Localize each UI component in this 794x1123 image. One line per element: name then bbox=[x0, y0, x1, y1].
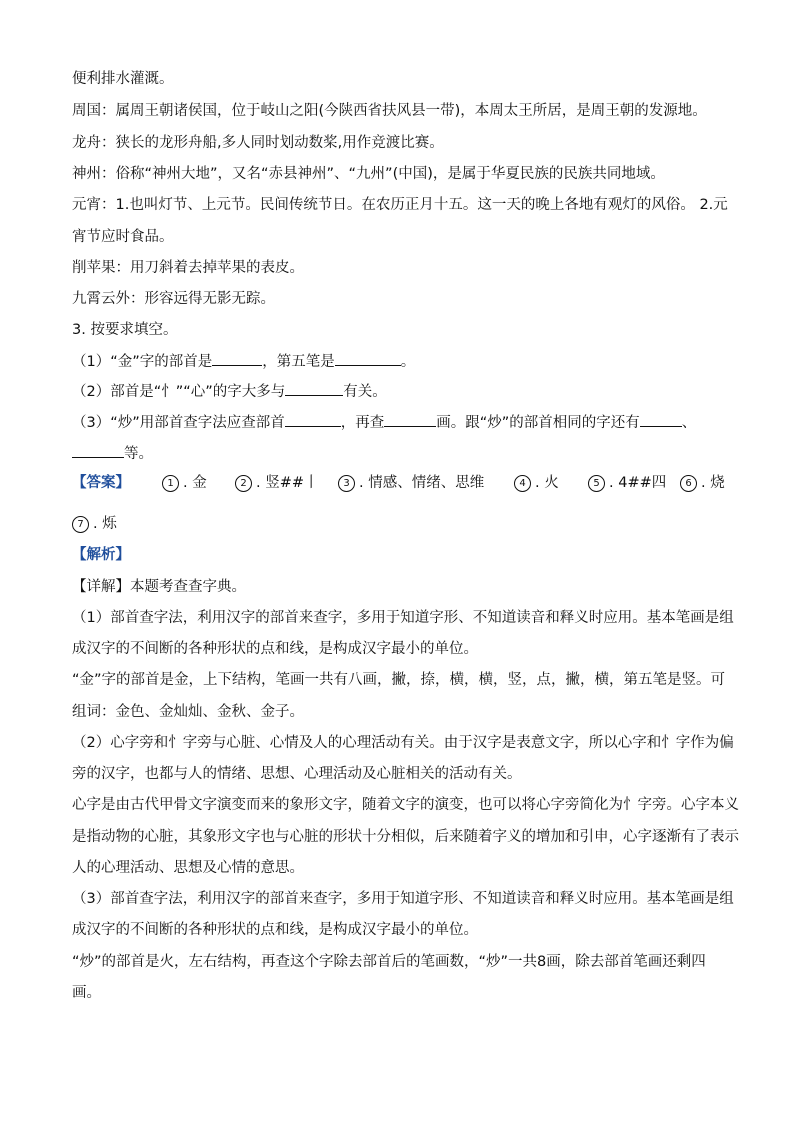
question-1 bbox=[72, 352, 415, 371]
answer-blank[interactable] bbox=[384, 413, 436, 427]
question-text: 有关。 bbox=[343, 384, 387, 400]
analysis-line: （3）部首查字法，利用汉字的部首来查字，多用于知道字形、不知道读音和释义时应用。基本笔画是组 bbox=[72, 891, 734, 907]
answer-text: . 烁 bbox=[93, 516, 117, 532]
answer-text: . 火 bbox=[535, 475, 559, 491]
answer-text: . 竖##丨 bbox=[256, 475, 319, 491]
text-line: 周国：属周王朝诸侯国，位于岐山之阳(今陕西省扶风县一带)，本周太王所居，是周王朝的发源地。 bbox=[72, 103, 707, 119]
circled-number-icon: 7 bbox=[72, 516, 89, 533]
answer-blank[interactable] bbox=[335, 352, 401, 366]
analysis-line: 是指动物的心脏，其象形文字也与心脏的形状十分相似，后来随着字义的增加和引申，心字逐渐有了表示 bbox=[72, 829, 739, 845]
circled-number-icon: 3 bbox=[338, 475, 355, 492]
answer-row bbox=[72, 474, 732, 494]
answer-blank[interactable] bbox=[640, 413, 682, 427]
question-text: ，第五笔是 bbox=[262, 354, 335, 370]
answer-item bbox=[588, 474, 666, 492]
circled-number-icon: 5 bbox=[588, 475, 605, 492]
analysis-line: 旁的汉字，也都与人的情绪、思想、心理活动及心脏相关的活动有关。 bbox=[72, 766, 522, 782]
detail-label: 【详解】 bbox=[72, 579, 130, 595]
question-text: （3）“炒”用部首查字法应查部首 bbox=[72, 415, 285, 431]
answer-text: . 烧 bbox=[701, 475, 725, 491]
question-3 bbox=[72, 413, 696, 432]
detail-text: 本题考查查字典。 bbox=[130, 579, 246, 595]
question-3-continued bbox=[72, 444, 153, 463]
answer-blank[interactable] bbox=[285, 413, 341, 427]
question-text: 、 bbox=[681, 415, 697, 431]
text-line: 便利排水灌溉。 bbox=[72, 71, 174, 87]
answer-item bbox=[680, 474, 725, 492]
text-line: 削苹果：用刀斜着去掉苹果的表皮。 bbox=[72, 260, 304, 276]
circled-number-icon: 4 bbox=[514, 475, 531, 492]
text-line: 元宵：1.也叫灯节、上元节。民间传统节日。在农历正月十五。这一天的晚上各地有观灯的风俗。 2.元 bbox=[72, 197, 728, 213]
analysis-line: 人的心理活动、思想及心情的意思。 bbox=[72, 860, 304, 876]
answer-text: . 情感、情绪、思维 bbox=[359, 475, 485, 491]
question-text: 画。跟“炒”的部首相同的字还有 bbox=[436, 415, 640, 431]
analysis-line: 心字是由古代甲骨文字演变而来的象形文字，随着文字的演变，也可以将心字旁简化为忄字旁。心字本义 bbox=[72, 797, 739, 813]
answer-blank[interactable] bbox=[212, 352, 262, 366]
analysis-line: （2）心字旁和忄字旁与心脏、心情及人的心理活动有关。由于汉字是表意文字，所以心字和忄字作为偏 bbox=[72, 735, 734, 751]
question-text: （2）部首是“忄”“心”的字大多与 bbox=[72, 384, 286, 400]
answer-text: . 金 bbox=[183, 475, 207, 491]
question-text: 等。 bbox=[124, 446, 153, 462]
answer-item bbox=[72, 515, 117, 533]
answer-label: 【答案】 bbox=[72, 475, 130, 491]
text-line: 宵节应时食品。 bbox=[72, 229, 174, 245]
analysis-line: 成汉字的不间断的各种形状的点和线，是构成汉字最小的单位。 bbox=[72, 641, 478, 657]
question-text: （1）“金”字的部首是 bbox=[72, 354, 213, 370]
question-text: ，再查 bbox=[340, 415, 385, 431]
answer-item bbox=[338, 474, 484, 492]
text-line: 龙舟：狭长的龙形舟船,多人同时划动数桨,用作竞渡比赛。 bbox=[72, 135, 444, 151]
answer-item bbox=[514, 474, 559, 492]
question-heading: 3. 按要求填空。 bbox=[72, 322, 178, 338]
answer-text: . 4##四 bbox=[609, 475, 667, 491]
analysis-line: 成汉字的不间断的各种形状的点和线，是构成汉字最小的单位。 bbox=[72, 922, 478, 938]
detail-line bbox=[72, 578, 246, 596]
answer-item bbox=[235, 474, 319, 492]
answer-item bbox=[162, 474, 207, 492]
text-line: 九霄云外：形容远得无影无踪。 bbox=[72, 291, 275, 307]
analysis-line: “金”字的部首是金，上下结构，笔画一共有八画，撇，捺，横，横，竖，点，撇，横，第五笔是竖。可 bbox=[72, 672, 726, 688]
answer-blank[interactable] bbox=[72, 444, 124, 458]
circled-number-icon: 6 bbox=[680, 475, 697, 492]
circled-number-icon: 1 bbox=[162, 475, 179, 492]
analysis-line: 画。 bbox=[72, 985, 101, 1001]
answer-blank[interactable] bbox=[285, 382, 343, 396]
text-line: 神州：俗称“神州大地”，又名“赤县神州”、“九州”(中国)，是属于华夏民族的民族共同地域。 bbox=[72, 166, 665, 182]
analysis-line: “炒”的部首是火，左右结构，再查这个字除去部首后的笔画数，“炒”一共8画，除去部首笔画还剩四 bbox=[72, 954, 706, 970]
analysis-line: 组词：金色、金灿灿、金秋、金子。 bbox=[72, 704, 304, 720]
circled-number-icon: 2 bbox=[235, 475, 252, 492]
question-text: 。 bbox=[400, 354, 416, 370]
analysis-line: （1）部首查字法，利用汉字的部首来查字，多用于知道字形、不知道读音和释义时应用。基本笔画是组 bbox=[72, 610, 734, 626]
analysis-label: 【解析】 bbox=[72, 547, 130, 563]
question-2 bbox=[72, 382, 387, 401]
